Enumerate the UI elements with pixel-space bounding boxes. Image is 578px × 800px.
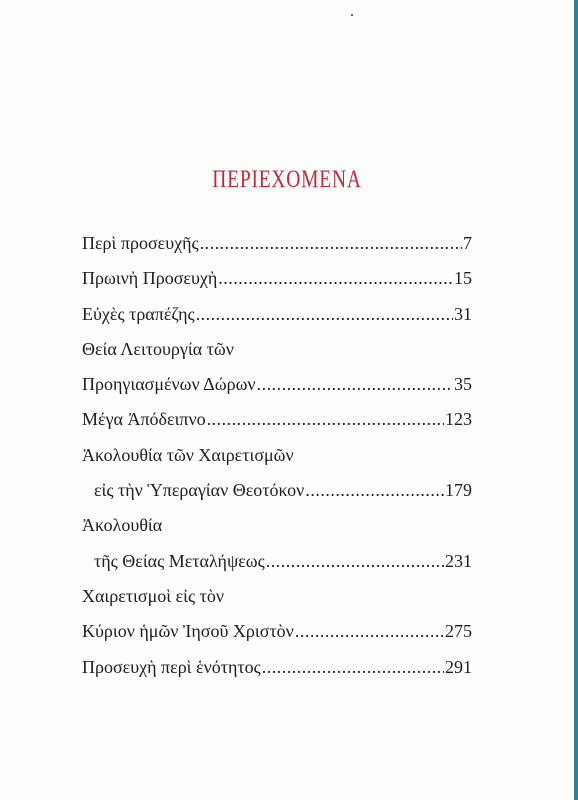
toc-entry — [82, 544, 472, 579]
toc-entry-text: τῆς Θείας Μεταλήψεως — [94, 550, 265, 571]
toc-entry — [82, 297, 472, 332]
toc-entry-page: 31 — [454, 303, 472, 324]
toc-entry — [82, 650, 472, 685]
toc-entry-first-line — [82, 332, 472, 367]
toc-entry-text: Προηγιασμένων Δώρων — [82, 374, 256, 395]
dot-leader — [218, 261, 453, 296]
toc-entry-page: 15 — [454, 268, 472, 289]
toc-entry — [82, 261, 472, 296]
toc-entry-text: Μέγα Ἀπόδειπνο — [82, 409, 206, 430]
toc-entry-text: Χαιρετισμοὶ εἰς τὸν — [82, 585, 224, 606]
toc-entry-page: 35 — [454, 374, 472, 395]
toc-entry-text: Εὐχὲς τραπέζης — [82, 303, 195, 324]
toc-entry-first-line — [82, 438, 472, 473]
paper-speck — [351, 14, 353, 16]
dot-leader — [266, 544, 444, 579]
toc-entry-text: Κύριον ἡμῶν Ἰησοῦ Χριστὸν — [82, 621, 294, 642]
toc-entry-page: 275 — [445, 621, 472, 642]
table-of-contents — [82, 226, 472, 685]
toc-entry-page: 179 — [445, 480, 472, 501]
dot-leader — [295, 614, 444, 649]
dot-leader — [262, 650, 444, 685]
dot-leader — [200, 226, 462, 261]
toc-entry-page: 123 — [445, 409, 472, 430]
toc-entry-text: Ἀκολουθία τῶν Χαιρετισμῶν — [82, 444, 294, 465]
toc-entry-text: Ἀκολουθία — [82, 515, 163, 536]
toc-entry-page: 231 — [445, 550, 472, 571]
dot-leader — [305, 473, 444, 508]
toc-entry-text: Περὶ προσευχῆς — [82, 233, 199, 253]
toc-entry-text: εἰς τὴν Ὑπεραγίαν Θεοτόκον — [94, 480, 305, 501]
dot-leader — [257, 367, 453, 402]
toc-entry-first-line — [82, 579, 472, 614]
page-title: ΠΕΡΙΕΧΟΜΕΝΑ — [212, 166, 362, 193]
toc-entry-text: Θεία Λειτουργία τῶν — [82, 338, 234, 359]
toc-entry-text: Πρωινὴ Προσευχὴ — [82, 268, 218, 289]
dot-leader — [196, 297, 453, 332]
toc-entry — [82, 614, 472, 649]
toc-entry — [82, 367, 472, 402]
toc-entry — [82, 473, 472, 508]
toc-entry-first-line — [82, 508, 472, 543]
toc-entry-page: 7 — [463, 233, 472, 253]
toc-entry-page: 291 — [445, 656, 472, 677]
toc-entry — [82, 402, 472, 437]
toc-entry-text: Προσευχὴ περὶ ἑνότητος — [82, 656, 261, 677]
toc-entry — [82, 226, 472, 261]
dot-leader — [207, 402, 444, 437]
